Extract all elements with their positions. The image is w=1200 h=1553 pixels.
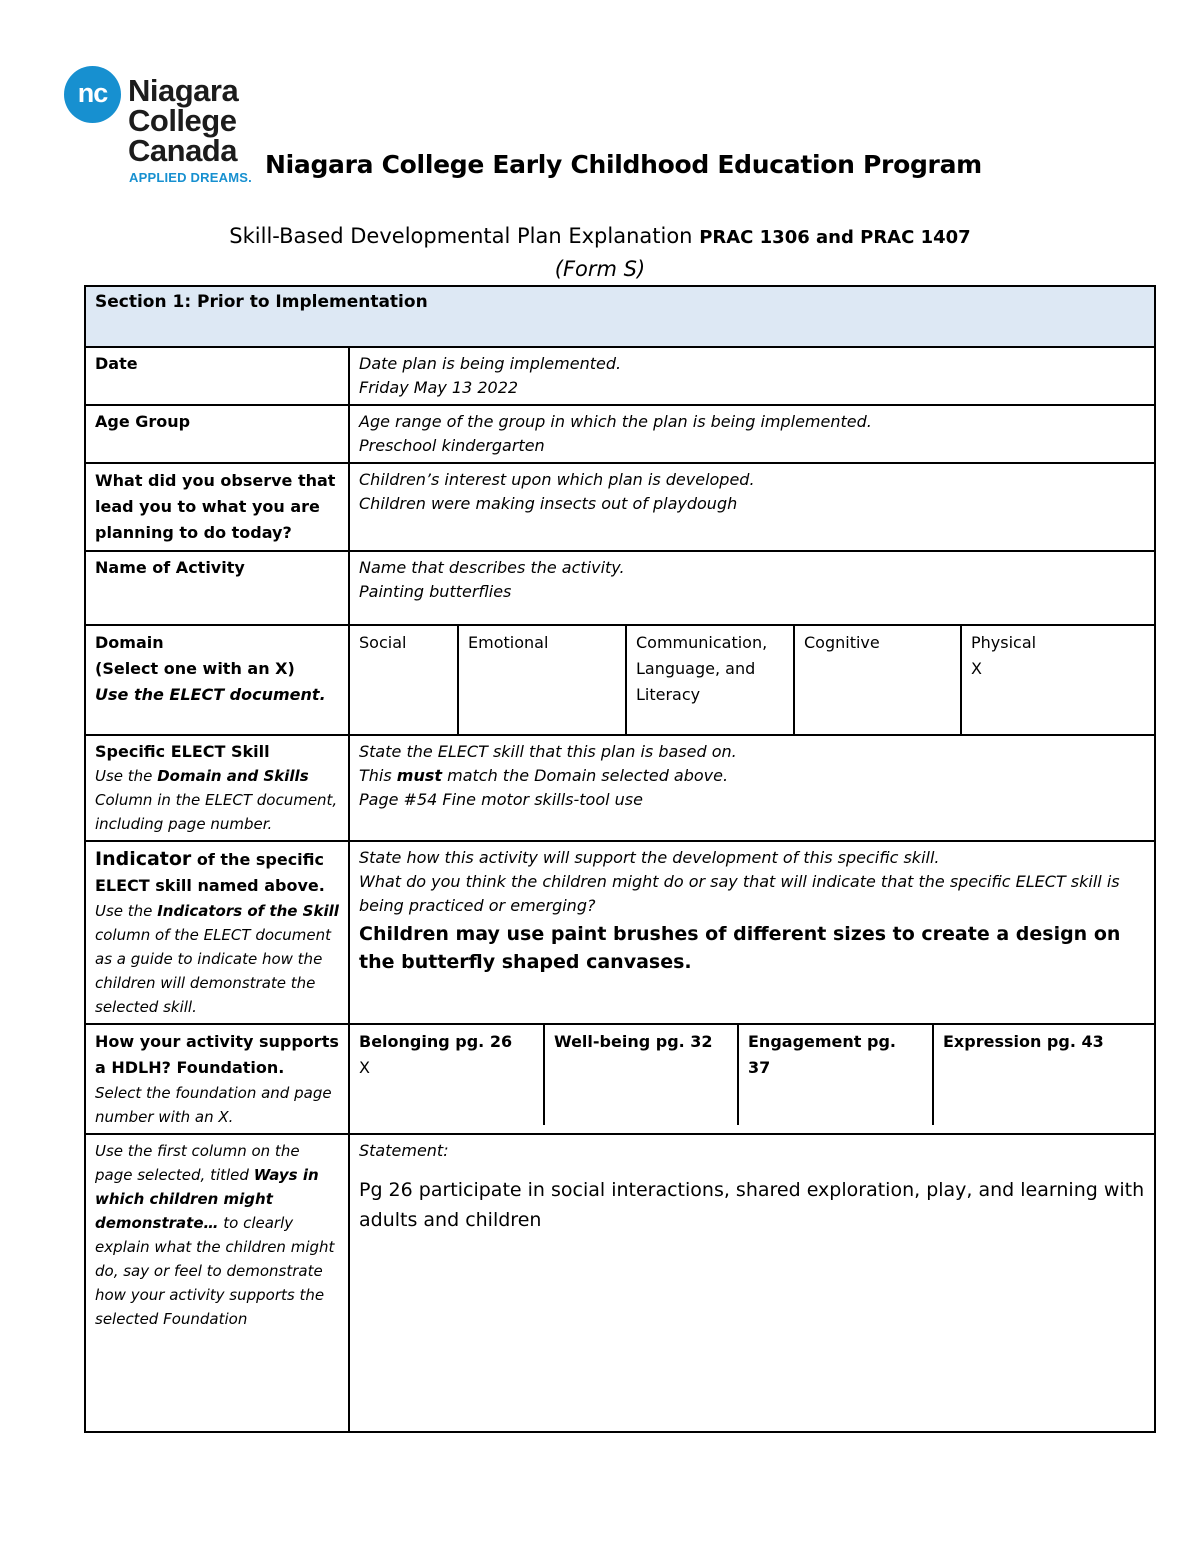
elect-skill-instruction-2: This must match the Domain selected above. <box>359 766 729 785</box>
course-codes: PRAC 1306 and PRAC 1407 <box>699 227 971 248</box>
activity-name-label: Name of Activity <box>85 551 349 625</box>
logo-word-2: College <box>128 103 237 138</box>
logo-tagline: APPLIED DREAMS. <box>129 170 252 185</box>
section-title: Section 1: Prior to Implementation <box>85 286 1155 347</box>
activity-name-note: Name that describes the activity. <box>359 558 625 577</box>
elect-skill-label-cell <box>85 735 349 841</box>
age-group-row <box>85 405 1155 463</box>
date-value: Friday May 13 2022 <box>359 378 519 397</box>
elect-skill-note: Use the Domain and Skills Column in the ELECT document, including page number. <box>95 767 338 833</box>
domain-row <box>85 625 1155 735</box>
observation-value: Children were making insects out of playdough <box>359 494 738 513</box>
domain-option-label: Physical <box>971 633 1037 652</box>
domain-option-label: Social <box>359 633 407 652</box>
indicator-note: Use the Indicators of the Skill column of the ELECT document as a guide to indicate how the children will demonstrate the selected skill. <box>95 902 339 1016</box>
elect-skill-value: Page #54 Fine motor skills-tool use <box>359 790 643 809</box>
domain-instruction: (Select one with an X) <box>95 659 295 678</box>
domain-label: Domain <box>95 633 164 652</box>
form-subtitle <box>0 224 1200 248</box>
hdlh-option-well-being[interactable] <box>544 1025 738 1125</box>
hdlh-label-cell <box>85 1024 349 1134</box>
hdlh-option-label: Expression pg. 43 <box>943 1032 1104 1051</box>
elect-skill-cell[interactable] <box>349 735 1155 841</box>
form-label: (Form S) <box>554 257 646 281</box>
observation-row <box>85 463 1155 551</box>
hdlh-option-belonging[interactable] <box>350 1025 544 1125</box>
age-group-cell[interactable] <box>349 405 1155 463</box>
domain-option-communication[interactable] <box>626 626 794 734</box>
domain-option-physical[interactable] <box>961 626 1154 734</box>
domain-option-social[interactable] <box>350 626 458 734</box>
elect-skill-instruction: State the ELECT skill that this plan is based on. <box>359 742 737 761</box>
hdlh-row <box>85 1024 1155 1134</box>
domain-options-cell <box>349 625 1155 735</box>
statement-label-cell <box>85 1134 349 1432</box>
observation-label: What did you observe that lead you to what you are planning to do today? <box>85 463 349 551</box>
hdlh-label: How your activity supports a HDLH? Foundation. <box>95 1032 339 1077</box>
indicator-row <box>85 841 1155 1024</box>
statement-cell[interactable] <box>349 1134 1155 1432</box>
plan-table <box>84 285 1156 1433</box>
statement-label: Statement: <box>359 1141 449 1160</box>
date-cell[interactable] <box>349 347 1155 405</box>
domain-option-label: Communication, Language, and Literacy <box>636 633 768 704</box>
age-group-value: Preschool kindergarten <box>359 436 545 455</box>
hdlh-option-engagement[interactable] <box>738 1025 933 1125</box>
observation-note: Children’s interest upon which plan is developed. <box>359 470 755 489</box>
statement-value: Pg 26 participate in social interactions, shared exploration, play, and learning with adults and children <box>359 1179 1145 1231</box>
hdlh-option-label: Well-being pg. 32 <box>554 1032 713 1051</box>
elect-skill-row <box>85 735 1155 841</box>
indicator-cell[interactable] <box>349 841 1155 1024</box>
age-group-label: Age Group <box>85 405 349 463</box>
hdlh-option-label: Belonging pg. 26 <box>359 1032 513 1051</box>
domain-option-mark: X <box>971 659 982 678</box>
indicator-value: Children may use paint brushes of different sizes to create a design on the butterfly shaped canvases. <box>359 923 1121 973</box>
elect-skill-label: Specific ELECT Skill <box>95 742 270 761</box>
program-title: Niagara College Early Childhood Education Program <box>265 150 982 179</box>
indicator-label: Indicator of the specific ELECT skill named above. <box>95 848 325 895</box>
age-group-note: Age range of the group in which the plan is being implemented. <box>359 412 872 431</box>
hdlh-options-cell <box>349 1024 1155 1134</box>
domain-option-label: Emotional <box>468 633 549 652</box>
date-row <box>85 347 1155 405</box>
observation-cell[interactable] <box>349 463 1155 551</box>
subtitle-text: Skill-Based Developmental Plan Explanation <box>229 224 693 248</box>
logo-word-1: Niagara <box>128 73 239 108</box>
activity-name-cell[interactable] <box>349 551 1155 625</box>
domain-label-cell <box>85 625 349 735</box>
college-logo <box>64 66 254 188</box>
activity-name-row <box>85 551 1155 625</box>
logo-word-3: Canada <box>128 133 237 168</box>
domain-option-emotional[interactable] <box>458 626 626 734</box>
section-header-row <box>85 286 1155 347</box>
indicator-label-cell <box>85 841 349 1024</box>
indicator-instruction-2: What do you think the children might do or say that will indicate that the specific ELECT skill is being practiced or emerging? <box>359 872 1120 915</box>
domain-reference: Use the ELECT document. <box>95 685 326 704</box>
hdlh-note: Select the foundation and page number with an X. <box>95 1084 332 1126</box>
date-note: Date plan is being implemented. <box>359 354 622 373</box>
statement-row <box>85 1134 1155 1432</box>
logo-badge: nc <box>64 66 121 123</box>
hdlh-option-expression[interactable] <box>933 1025 1154 1125</box>
hdlh-option-label: Engagement pg. 37 <box>748 1032 896 1077</box>
statement-note: Use the first column on the page selected, titled Ways in which children might demonstrate… to clearly explain what the children might do, say or feel to demonstrate how your activity supports the selected Foundation <box>95 1142 335 1328</box>
activity-name-value: Painting butterflies <box>359 582 512 601</box>
date-label: Date <box>85 347 349 405</box>
indicator-instruction: State how this activity will support the development of this specific skill. <box>359 848 940 867</box>
domain-option-label: Cognitive <box>804 633 880 652</box>
hdlh-option-mark: X <box>359 1058 370 1077</box>
domain-option-cognitive[interactable] <box>794 626 961 734</box>
